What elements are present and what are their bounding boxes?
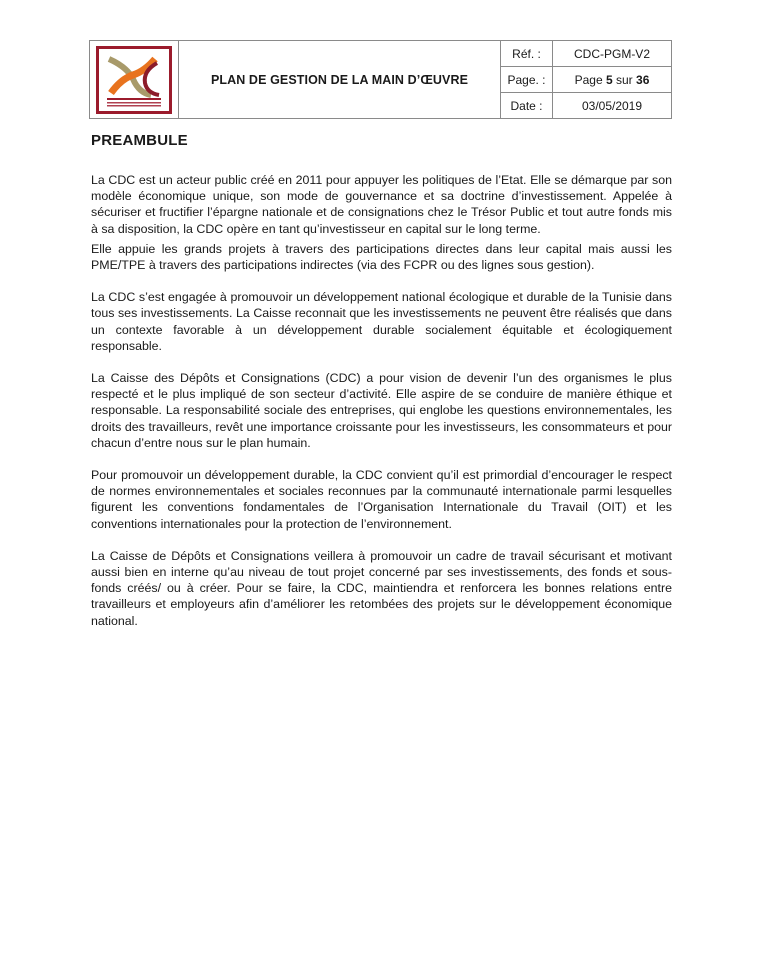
paragraph: Pour promouvoir un développement durable, la CDC convient qu’il est primordial d’encourager le respect de normes environnementales et sociales reconnues par la communauté internationale parmi lesquelles figurent les conventions fondamentales de l’Organisation Internationale du Travail (OIT) et les conventions internationales pour la protection de l’environnement. — [91, 468, 672, 531]
page-prefix: Page — [574, 72, 606, 87]
paragraph: La Caisse de Dépôts et Consignations veillera à promouvoir un cadre de travail sécurisant et motivant aussi bien en interne qu’au niveau de tout projet concerné par ses investissements, des fonds et sous-fonds créés/ ou à créer. Pour se faire, la CDC, maintiendra et renforcera les bonnes relations entre travailleurs et employeurs afin d’améliorer les retombées des projets sur le développement économique national. — [91, 548, 672, 628]
page-value — [553, 67, 672, 93]
page-total: 36 — [636, 72, 650, 87]
ref-label: Réf. : — [501, 41, 553, 67]
ref-value: CDC-PGM-V2 — [553, 41, 672, 67]
page-label: Page. : — [501, 67, 553, 93]
date-value: 03/05/2019 — [553, 93, 672, 119]
page-number: 5 — [605, 72, 613, 87]
page-of: sur — [612, 72, 637, 87]
paragraph: La CDC est un acteur public créé en 2011 pour appuyer les politiques de l’Etat. Elle se démarque par son modèle économique unique, son mode de gouvernance et sa doctrine d’investissement. Appelée à sécuriser et fructifier l’épargne nationale et de consignations chez le Trésor Public et tout autre fonds mis à sa disposition, la CDC opère en tant qu’investisseur en capital sur le long terme. — [91, 173, 672, 236]
section-heading: PREAMBULE — [91, 132, 188, 149]
cdc-logo — [96, 46, 172, 114]
date-label: Date : — [501, 93, 553, 119]
document-header-table — [89, 40, 672, 119]
section-body — [91, 172, 672, 629]
paragraph: La Caisse des Dépôts et Consignations (CDC) a pour vision de devenir l’un des organismes le plus respecté et le plus impliqué de son secteur d’activité. Elle aspire de se conduire de manière éthique et responsable. La responsabilité sociale des entreprises, qui englobe les questions environnementales, les droits des travailleurs, revêt une importance croissante pour les investisseurs, les consommateurs et pour chacun d’entre nous sur le plan humain. — [91, 371, 672, 450]
cdc-logo-icon — [99, 49, 169, 111]
document-title: PLAN DE GESTION DE LA MAIN D’ŒUVRE — [179, 41, 501, 119]
paragraph: La CDC s’est engagée à promouvoir un développement national écologique et durable de la Tunisie dans tous ses investissements. La Caisse reconnait que les investissements ne peuvent être réalisés que dans un contexte favorable à un développement durable socialement équitable et écologiquement responsable. — [91, 290, 672, 353]
paragraph: Elle appuie les grands projets à travers des participations directes dans leur capital mais aussi les PME/TPE à travers des participations indirectes (via des FCPR ou des lignes sous gestion). — [91, 241, 672, 273]
logo-cell — [90, 41, 179, 119]
